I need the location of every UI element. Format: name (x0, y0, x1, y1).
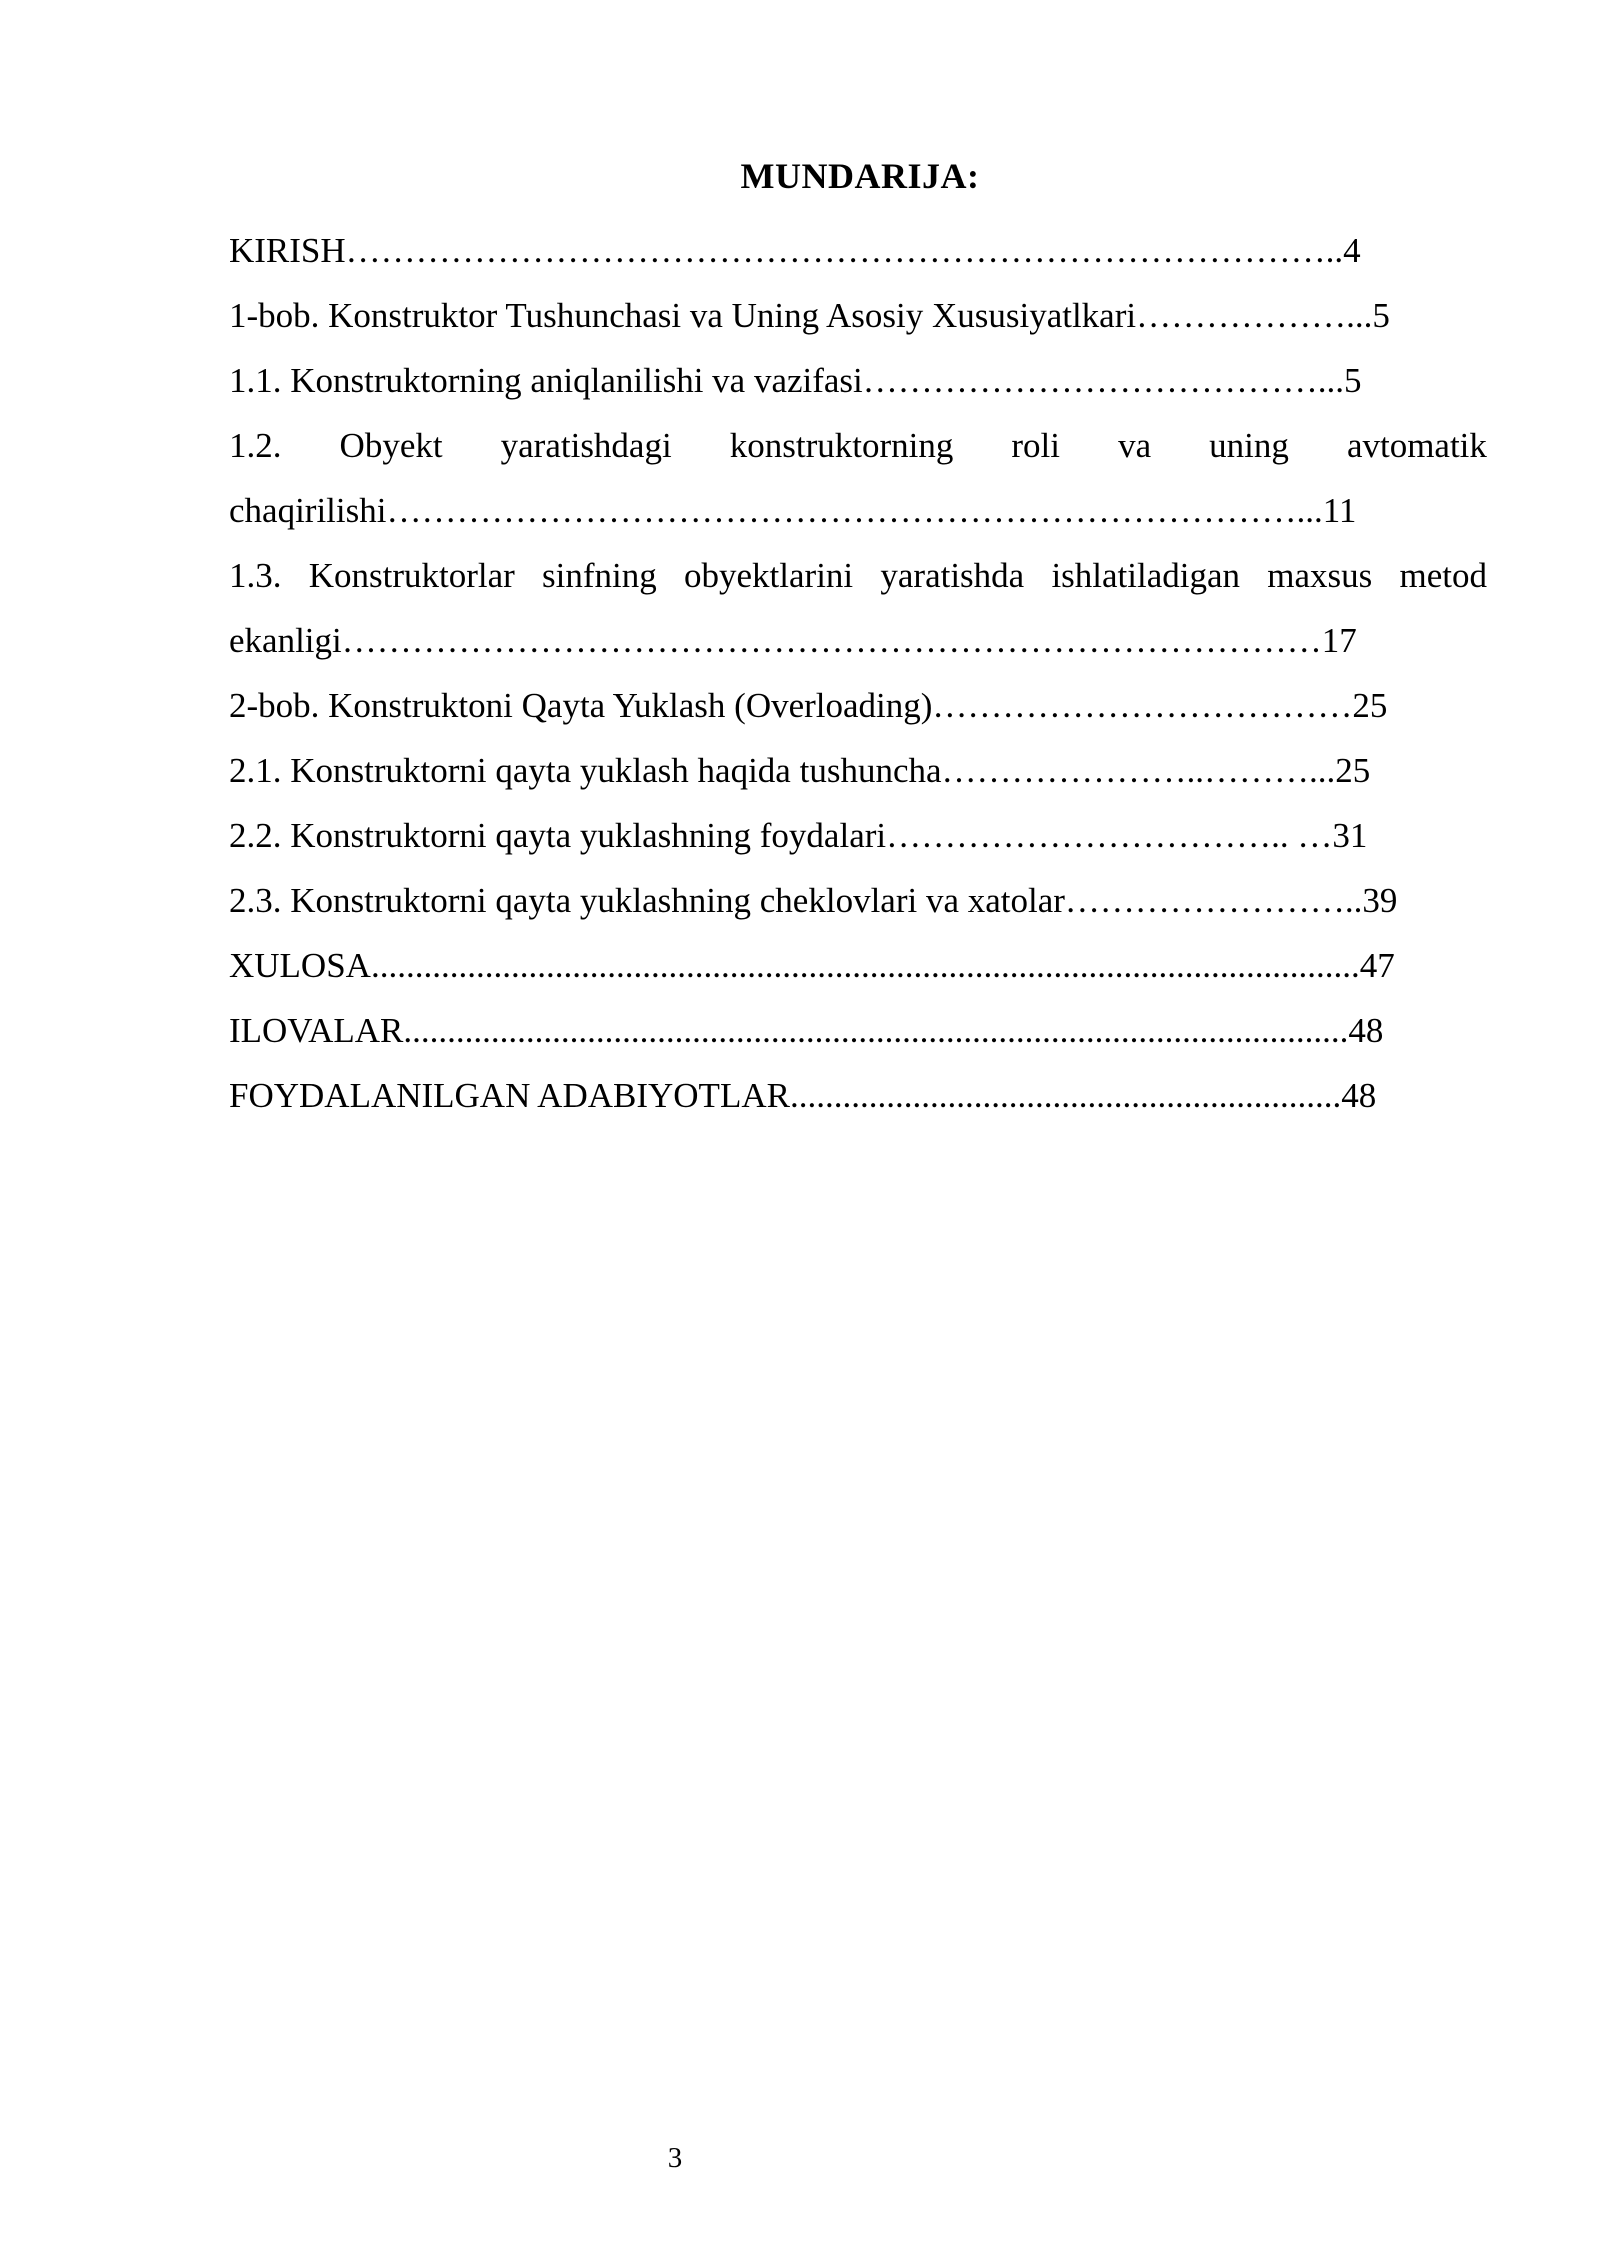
page-number: 3 (667, 2142, 683, 2174)
toc-entry-section-2-3: 2.3. Konstruktorni qayta yuklashning cheklovlari va xatolar……………………..39 (229, 881, 1398, 920)
toc-word: avtomatik (1346, 426, 1487, 465)
toc-entry-section-1-1: 1.1. Konstruktorning aniqlanilishi va vazifasi…………………………………...5 (229, 361, 1362, 400)
toc-entry-xulosa: XULOSA.................................................................................................................47 (229, 946, 1395, 985)
toc-word: yaratishdagi (500, 426, 672, 465)
toc-word: Obyekt (339, 426, 443, 465)
toc-entry-section-1-3-line-1 (229, 543, 1487, 608)
table-of-contents (229, 218, 1487, 1128)
toc-entry-section-1-2-line-2: chaqirilishi……………………………………………………………………...11 (229, 491, 1357, 530)
toc-word: obyektlarini (684, 556, 854, 595)
toc-entry-section-1-2-line-1 (229, 413, 1487, 478)
toc-word: Konstruktorlar (308, 556, 515, 595)
toc-word: roli (1011, 426, 1061, 465)
toc-entry-section-1-3-line-2: ekanligi…………………………………………………………………………17 (229, 621, 1357, 660)
toc-word: maxsus (1267, 556, 1373, 595)
toc-entry-kirish: KIRISH…………………………………………………………………………..4 (229, 231, 1361, 270)
toc-word: 1.3. (229, 556, 282, 595)
toc-word: ishlatiladigan (1051, 556, 1241, 595)
toc-entry-section-2-1: 2.1. Konstruktorni qayta yuklash haqida tushuncha…………………..………...25 (229, 751, 1371, 790)
toc-word: yaratishda (880, 556, 1025, 595)
toc-entry-chapter-2: 2-bob. Konstruktoni Qayta Yuklash (Overloading)………………………………25 (229, 686, 1388, 725)
toc-entry-section-2-2: 2.2. Konstruktorni qayta yuklashning foydalari…………………………….. …31 (229, 816, 1368, 855)
toc-word: metod (1399, 556, 1487, 595)
toc-entry-chapter-1: 1-bob. Konstruktor Tushunchasi va Uning Asosiy Xususiyatlkari………………...5 (229, 296, 1390, 335)
toc-title: MUNDARIJA: (740, 156, 980, 196)
toc-word: konstruktorning (729, 426, 954, 465)
toc-word: sinfning (542, 556, 657, 595)
toc-word: 1.2. (229, 426, 282, 465)
toc-entry-foydalanilgan-adabiyotlar: FOYDALANILGAN ADABIYOTLAR...............................................................48 (229, 1076, 1377, 1115)
toc-entry-ilovalar: ILOVALAR............................................................................................................48 (229, 1011, 1384, 1050)
toc-word: uning (1209, 426, 1289, 465)
toc-word: va (1118, 426, 1152, 465)
